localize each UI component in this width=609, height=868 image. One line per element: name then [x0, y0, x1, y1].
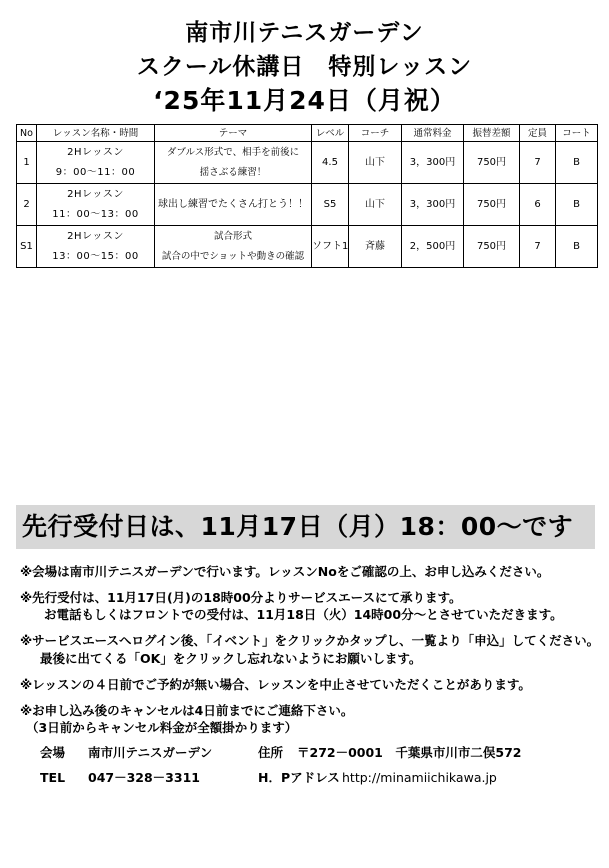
cell-fee: 2，500円 — [402, 226, 464, 268]
col-header-capacity: 定員 — [520, 125, 556, 142]
cell-coach: 山下 — [349, 142, 402, 184]
lesson-time: 11：00～13：00 — [52, 208, 139, 220]
col-header-level: レベル — [312, 125, 349, 142]
cell-fee: 3，300円 — [402, 184, 464, 226]
banner-text: 先行受付日は、11月17日（月）18：00～です — [22, 512, 574, 541]
lesson-name: 2Hレッスン — [67, 146, 124, 158]
col-header-theme: テーマ — [155, 125, 312, 142]
venue-name: 南市川テニスガーデン — [88, 745, 213, 760]
note-cancellation-fee: （3日前からキャンセル料金が全額掛かります） — [26, 720, 298, 735]
col-header-name: レッスン名称・時間 — [37, 125, 155, 142]
theme-line: 試合形式 — [213, 230, 252, 242]
title-event: スクール休講日 特別レッスン — [136, 54, 473, 80]
cell-coach: 山下 — [349, 184, 402, 226]
cell-coach: 斉藤 — [349, 226, 402, 268]
cell-theme — [155, 142, 312, 184]
cell-theme — [155, 226, 312, 268]
cell-name-time — [37, 184, 155, 226]
address-label: 住所 — [258, 745, 284, 760]
table-row — [17, 142, 598, 184]
cell-no: S1 — [17, 226, 37, 268]
table-row — [17, 226, 598, 268]
theme-line: ダブルス形式で、相手を前後に — [166, 146, 300, 158]
cell-court: B — [556, 184, 598, 226]
cell-level: S5 — [312, 184, 349, 226]
cell-capacity: 7 — [520, 142, 556, 184]
note-cancellation-lesson: ※レッスンの４日前でご予約が無い場合、レッスンを中止させていただくことがあります。 — [20, 677, 531, 692]
cell-diff: 750円 — [464, 184, 520, 226]
title-date: ‘25年11月24日（月祝） — [153, 86, 456, 115]
cell-theme: 球出し練習でたくさん打とう！！ — [155, 184, 312, 226]
note-cancellation-deadline: ※お申し込み後のキャンセルは4日前までにご連絡下さい。 — [20, 703, 354, 718]
homepage-label: H．Pアドレス — [258, 770, 340, 785]
note-venue: ※会場は南市川テニスガーデンで行います。レッスンNoをご確認の上、お申し込みください。 — [20, 564, 550, 579]
col-header-coach: コーチ — [349, 125, 402, 142]
lesson-name: 2Hレッスン — [67, 188, 124, 200]
note-registration-phone: お電話もしくはフロントでの受付は、11月18日（火）14時00分～とさせていただきます。 — [44, 607, 563, 622]
col-header-court: コート — [556, 125, 598, 142]
cell-diff: 750円 — [464, 142, 520, 184]
note-login-instructions: ※サービスエースへログイン後、「イベント」をクリックかタップし、一覧より「申込」してください。 — [20, 633, 600, 648]
cell-capacity: 7 — [520, 226, 556, 268]
note-registration: ※先行受付は、11月17日(月)の18時00分よりサービスエースにて承ります。 — [20, 590, 462, 605]
tel-number: 047－328－3311 — [88, 770, 200, 785]
lesson-time: 13：00～15：00 — [52, 250, 139, 262]
theme-line: 揺さぶる練習！ — [199, 166, 267, 178]
cell-level: 4.5 — [312, 142, 349, 184]
table-header-row — [17, 125, 598, 142]
col-header-fee: 通常料金 — [402, 125, 464, 142]
lesson-table — [16, 124, 598, 268]
table-row — [17, 184, 598, 226]
venue-label: 会場 — [40, 745, 66, 760]
homepage-url[interactable]: http://minamiichikawa.jp — [342, 770, 497, 785]
cell-court: B — [556, 142, 598, 184]
cell-capacity: 6 — [520, 184, 556, 226]
lesson-time: 9：00～11：00 — [55, 166, 136, 178]
theme-line: 試合の中でショットや動きの確認 — [161, 250, 305, 262]
cell-name-time — [37, 142, 155, 184]
cell-no: 1 — [17, 142, 37, 184]
tel-label: TEL — [40, 770, 66, 785]
note-ok-reminder: 最後に出てくる「OK」をクリックし忘れないようにお願いします。 — [40, 651, 422, 666]
cell-court: B — [556, 226, 598, 268]
col-header-no: No — [17, 125, 37, 142]
cell-level: ソフト1 — [312, 226, 349, 268]
col-header-diff: 振替差額 — [464, 125, 520, 142]
cell-no: 2 — [17, 184, 37, 226]
cell-fee: 3，300円 — [402, 142, 464, 184]
lesson-name: 2Hレッスン — [67, 230, 124, 242]
title-venue: 南市川テニスガーデン — [185, 20, 424, 46]
cell-diff: 750円 — [464, 226, 520, 268]
address-value: 〒272－0001 千葉県市川市二俣572 — [297, 745, 522, 760]
early-registration-banner — [16, 505, 595, 549]
cell-name-time — [37, 226, 155, 268]
